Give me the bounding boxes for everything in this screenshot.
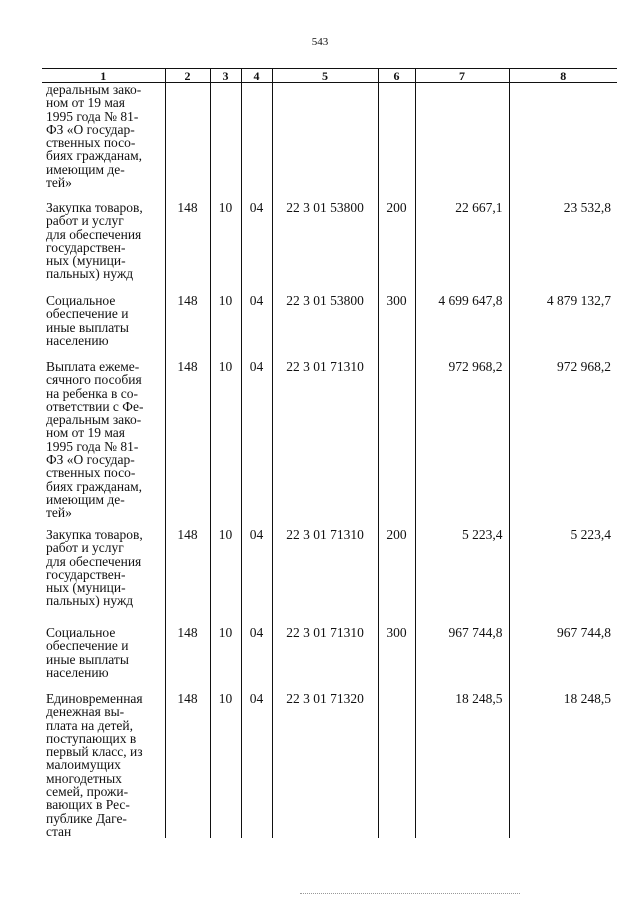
table-row xyxy=(42,520,617,618)
cell-col8: 4 879 132,7 xyxy=(509,286,617,352)
cell-col2: 148 xyxy=(165,193,210,286)
cell-col6: 200 xyxy=(378,193,415,286)
table-row xyxy=(42,83,617,194)
cell-col3 xyxy=(210,83,241,194)
scan-artifact-line xyxy=(300,893,520,898)
cell-col5: 22 3 01 71310 xyxy=(272,520,378,618)
cell-col8: 23 532,8 xyxy=(509,193,617,286)
cell-col5: 22 3 01 53800 xyxy=(272,286,378,352)
cell-col8 xyxy=(509,83,617,194)
col-header-8: 8 xyxy=(509,69,617,83)
cell-col7: 22 667,1 xyxy=(415,193,509,286)
cell-col3: 10 xyxy=(210,193,241,286)
cell-col2: 148 xyxy=(165,520,210,618)
cell-col8: 18 248,5 xyxy=(509,684,617,838)
cell-col2: 148 xyxy=(165,684,210,838)
cell-col7: 967 744,8 xyxy=(415,618,509,684)
cell-col6 xyxy=(378,352,415,520)
cell-col4: 04 xyxy=(241,520,272,618)
col-header-4: 4 xyxy=(241,69,272,83)
cell-col8: 5 223,4 xyxy=(509,520,617,618)
cell-col4 xyxy=(241,83,272,194)
table-row xyxy=(42,193,617,286)
table-row xyxy=(42,618,617,684)
cell-col3: 10 xyxy=(210,520,241,618)
cell-col4: 04 xyxy=(241,193,272,286)
col-header-2: 2 xyxy=(165,69,210,83)
cell-col3: 10 xyxy=(210,684,241,838)
col-header-6: 6 xyxy=(378,69,415,83)
row-name: Закупка товаров, работ и услуг для обеспечения государствен- ных (муници- пальных) нужд xyxy=(46,527,143,609)
cell-col6 xyxy=(378,684,415,838)
cell-col3: 10 xyxy=(210,618,241,684)
cell-col5 xyxy=(272,83,378,194)
row-name: деральным зако- ном от 19 мая 1995 года № 81- ФЗ «О государ- ственных посо- биях гражданам, имеющим де- тей» xyxy=(46,82,143,191)
cell-col7 xyxy=(415,83,509,194)
cell-col2: 148 xyxy=(165,352,210,520)
row-name: Единовременная денежная вы- плата на детей, поступающих в первый класс, из малоимущих многодетных семей, прожи- вающих в Рес- публике Даге- стан xyxy=(46,691,143,839)
cell-col7: 972 968,2 xyxy=(415,352,509,520)
page-number: 543 xyxy=(311,36,329,48)
header-row xyxy=(42,69,617,83)
cell-col8: 972 968,2 xyxy=(509,352,617,520)
cell-col2: 148 xyxy=(165,618,210,684)
cell-col4: 04 xyxy=(241,352,272,520)
table-row xyxy=(42,286,617,352)
cell-col5: 22 3 01 53800 xyxy=(272,193,378,286)
table-row xyxy=(42,684,617,838)
budget-table xyxy=(42,68,617,838)
cell-col5: 22 3 01 71310 xyxy=(272,352,378,520)
cell-col6: 200 xyxy=(378,520,415,618)
row-name: Закупка товаров, работ и услуг для обеспечения государствен- ных (муници- пальных) нужд xyxy=(46,200,143,282)
cell-col7: 18 248,5 xyxy=(415,684,509,838)
col-header-3: 3 xyxy=(210,69,241,83)
cell-col6: 300 xyxy=(378,618,415,684)
cell-col4: 04 xyxy=(241,684,272,838)
cell-col3: 10 xyxy=(210,286,241,352)
cell-col2: 148 xyxy=(165,286,210,352)
row-name: Социальное обеспечение и иные выплаты населению xyxy=(46,625,129,680)
cell-col3: 10 xyxy=(210,352,241,520)
cell-col7: 4 699 647,8 xyxy=(415,286,509,352)
cell-col2 xyxy=(165,83,210,194)
cell-col7: 5 223,4 xyxy=(415,520,509,618)
cell-col4: 04 xyxy=(241,618,272,684)
table-row xyxy=(42,352,617,520)
cell-col6: 300 xyxy=(378,286,415,352)
row-name: Выплата ежеме- сячного пособия на ребенка в со- ответствии с Фе- деральным зако- ном от 19 мая 1995 года № 81- ФЗ «О государ- ственных посо- биях гражданам, имеющим де- тей» xyxy=(46,359,144,521)
cell-col5: 22 3 01 71320 xyxy=(272,684,378,838)
col-header-7: 7 xyxy=(415,69,509,83)
cell-col8: 967 744,8 xyxy=(509,618,617,684)
row-name: Социальное обеспечение и иные выплаты населению xyxy=(46,293,129,348)
col-header-1: 1 xyxy=(42,69,165,83)
cell-col5: 22 3 01 71310 xyxy=(272,618,378,684)
col-header-5: 5 xyxy=(272,69,378,83)
cell-col4: 04 xyxy=(241,286,272,352)
cell-col6 xyxy=(378,83,415,194)
